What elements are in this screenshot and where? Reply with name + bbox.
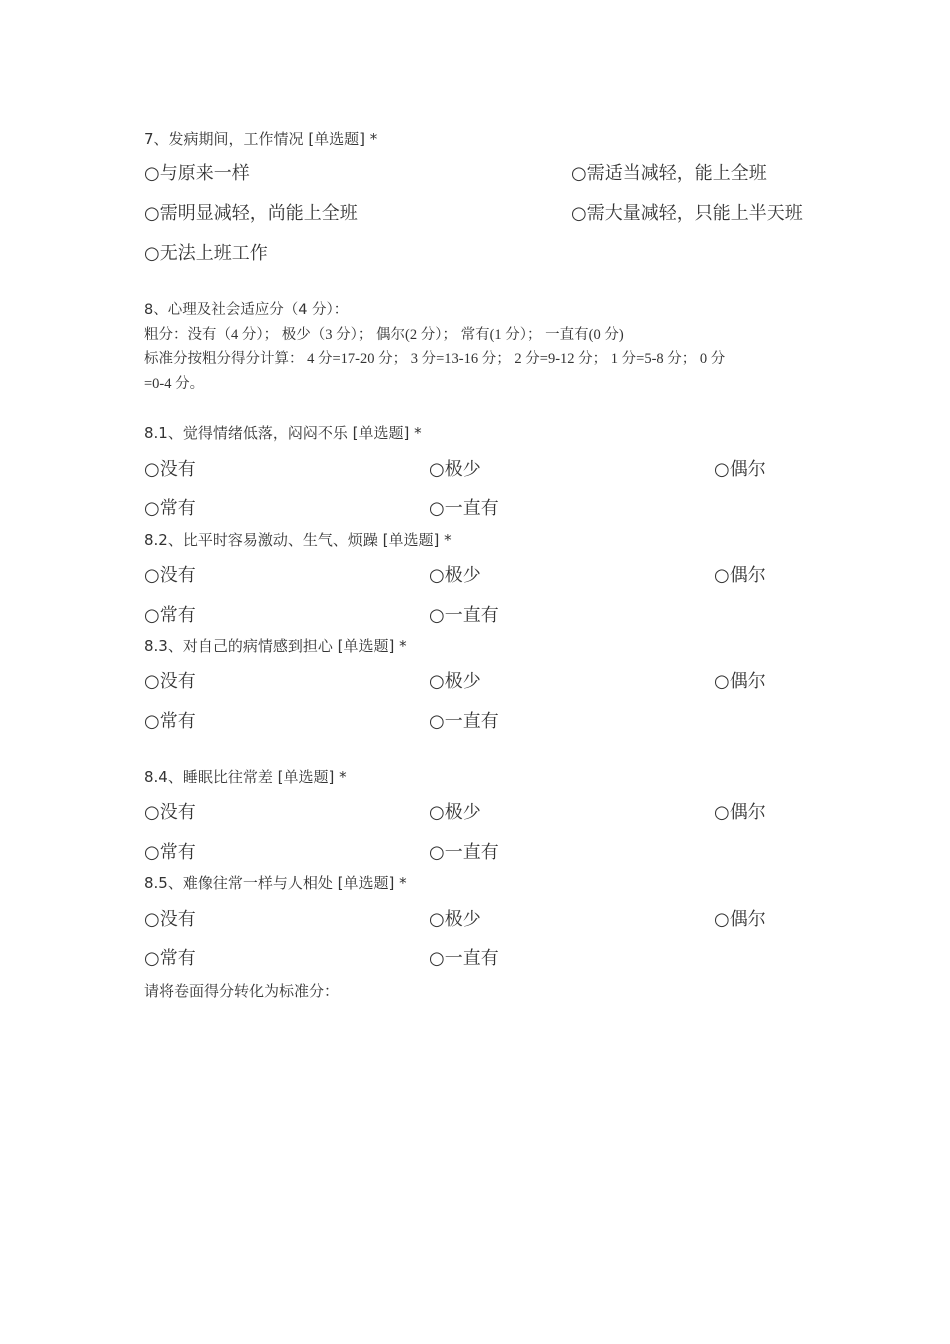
q8-3-option-none[interactable]: ○没有: [144, 671, 196, 692]
q8-3-option-rarely[interactable]: ○极少: [429, 671, 481, 692]
q7-option-4[interactable]: ○需大量减轻，只能上半天班: [571, 203, 803, 224]
q8-4-option-always[interactable]: ○一直有: [429, 842, 499, 863]
q8-5-title: 8.5、难像往常一样与人相处 [单选题] *: [144, 874, 407, 892]
q8-3-option-sometimes[interactable]: ○偶尔: [714, 671, 766, 692]
q7-option-2[interactable]: ○需适当减轻，能上全班: [571, 163, 767, 184]
q7-title: 7、发病期间，工作情况 [单选题] *: [144, 130, 378, 148]
q8-1-option-rarely[interactable]: ○极少: [429, 459, 481, 480]
q8-3-option-always[interactable]: ○一直有: [429, 711, 499, 732]
q8-2-option-always[interactable]: ○一直有: [429, 605, 499, 626]
q8-5-option-sometimes[interactable]: ○偶尔: [714, 909, 766, 930]
q8-2-option-often[interactable]: ○常有: [144, 605, 196, 626]
q7-option-5[interactable]: ○无法上班工作: [144, 243, 268, 264]
q8-4-title: 8.4、睡眠比往常差 [单选题] *: [144, 768, 347, 786]
q8-4-option-often[interactable]: ○常有: [144, 842, 196, 863]
q7-option-3[interactable]: ○需明显减轻，尚能上全班: [144, 203, 358, 224]
q8-5-option-rarely[interactable]: ○极少: [429, 909, 481, 930]
q8-2-title: 8.2、比平时容易激动、生气、烦躁 [单选题] *: [144, 531, 452, 549]
q8-5-option-often[interactable]: ○常有: [144, 948, 196, 969]
q8-4-option-none[interactable]: ○没有: [144, 802, 196, 823]
q8-5-option-none[interactable]: ○没有: [144, 909, 196, 930]
q7-option-1[interactable]: ○与原来一样: [144, 163, 250, 184]
q8-2-option-rarely[interactable]: ○极少: [429, 565, 481, 586]
q8-1-option-sometimes[interactable]: ○偶尔: [714, 459, 766, 480]
section8-title: 8、心理及社会适应分（4 分）：: [144, 302, 349, 318]
q8-3-option-often[interactable]: ○常有: [144, 711, 196, 732]
standard-score-line-cont: =0-4 分。: [144, 376, 205, 392]
raw-score-line: 粗分：没有（4 分）； 极少（3 分）； 偶尔(2 分）； 常有(1 分）； 一直有(0 分): [144, 327, 624, 343]
q8-3-title: 8.3、对自己的病情感到担心 [单选题] *: [144, 637, 407, 655]
standard-score-prompt: 请将卷面得分转化为标准分：: [144, 982, 340, 1000]
q8-1-option-often[interactable]: ○常有: [144, 498, 196, 519]
q8-1-option-always[interactable]: ○一直有: [429, 498, 499, 519]
standard-score-line: 标准分按粗分得分计算： 4 分=17-20 分； 3 分=13-16 分； 2 分=9-12 分； 1 分=5-8 分； 0 分: [144, 351, 726, 367]
q8-5-option-always[interactable]: ○一直有: [429, 948, 499, 969]
q8-2-option-none[interactable]: ○没有: [144, 565, 196, 586]
q8-1-option-none[interactable]: ○没有: [144, 459, 196, 480]
q8-1-title: 8.1、觉得情绪低落，闷闷不乐 [单选题] *: [144, 424, 422, 442]
q8-4-option-sometimes[interactable]: ○偶尔: [714, 802, 766, 823]
q8-4-option-rarely[interactable]: ○极少: [429, 802, 481, 823]
q8-2-option-sometimes[interactable]: ○偶尔: [714, 565, 766, 586]
